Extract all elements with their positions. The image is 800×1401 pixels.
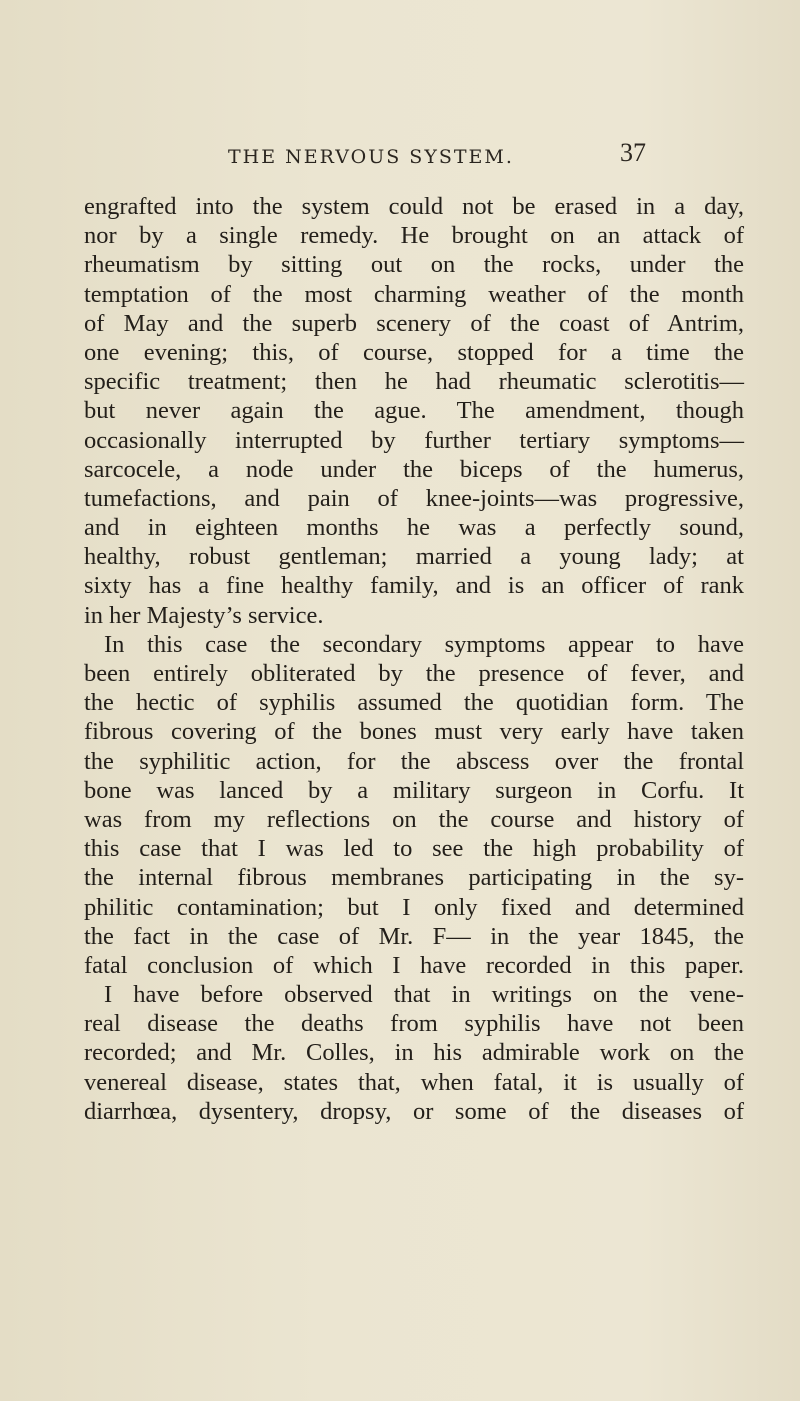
text-line: healthy, robust gentleman; married a young lady; at xyxy=(84,543,744,571)
text-line: was from my reflections on the course and history of xyxy=(84,805,744,833)
text-line: I have before observed that in writings on the vene- xyxy=(104,981,744,1009)
text-line: diarrhœa, dysentery, dropsy, or some of the diseases of xyxy=(84,1097,744,1125)
body-text xyxy=(84,192,744,1126)
text-line: recorded; and Mr. Colles, in his admirable work on the xyxy=(84,1039,744,1067)
text-line: the hectic of syphilis assumed the quotidian form. The xyxy=(84,689,744,717)
text-line: engrafted into the system could not be erased in a day, xyxy=(84,193,744,220)
text-line: the internal fibrous membranes participating in the sy- xyxy=(84,864,744,892)
text-line: the fact in the case of Mr. F— in the year 1845, the xyxy=(84,922,744,950)
text-line: rheumatism by sitting out on the rocks, under the xyxy=(84,251,744,279)
text-line: tumefactions, and pain of knee-joints—was progressive, xyxy=(84,484,744,512)
text-line: but never again the ague. The amendment, though xyxy=(84,397,744,425)
text-line: and in eighteen months he was a perfectly sound, xyxy=(84,514,744,542)
text-line: sarcocele, a node under the biceps of the humerus, xyxy=(84,455,744,483)
page-number: 37 xyxy=(620,138,646,167)
text-line: philitic contamination; but I only fixed and determined xyxy=(84,893,744,921)
text-line: this case that I was led to see the high probability of xyxy=(84,835,744,863)
text-line: fibrous covering of the bones must very early have taken xyxy=(84,718,744,746)
text-line: the syphilitic action, for the abscess over the frontal xyxy=(84,747,744,775)
text-line: nor by a single remedy. He brought on an attack of xyxy=(84,222,744,250)
text-line: venereal disease, states that, when fatal, it is usually of xyxy=(84,1068,744,1096)
text-line: bone was lanced by a military surgeon in Corfu. It xyxy=(84,776,744,804)
text-line: sixty has a fine healthy family, and is an officer of rank xyxy=(84,572,744,600)
text-line: temptation of the most charming weather of the month xyxy=(84,280,744,308)
text-line: one evening; this, of course, stopped for a time the xyxy=(84,338,744,366)
text-line: In this case the secondary symptoms appear to have xyxy=(104,630,744,658)
text-line: been entirely obliterated by the presence of fever, and xyxy=(84,660,744,687)
text-line: of May and the superb scenery of the coast of Antrim, xyxy=(84,309,744,337)
text-line: real disease the deaths from syphilis have not been xyxy=(84,1010,744,1038)
running-head-title: THE NERVOUS SYSTEM. xyxy=(228,146,514,168)
text-line: in her Majesty’s service. xyxy=(84,601,324,629)
text-line: occasionally interrupted by further tertiary symptoms— xyxy=(84,426,744,454)
text-line: fatal conclusion of which I have recorded in this paper. xyxy=(84,951,744,979)
running-head xyxy=(0,138,800,178)
text-line: specific treatment; then he had rheumatic sclerotitis— xyxy=(84,368,744,396)
